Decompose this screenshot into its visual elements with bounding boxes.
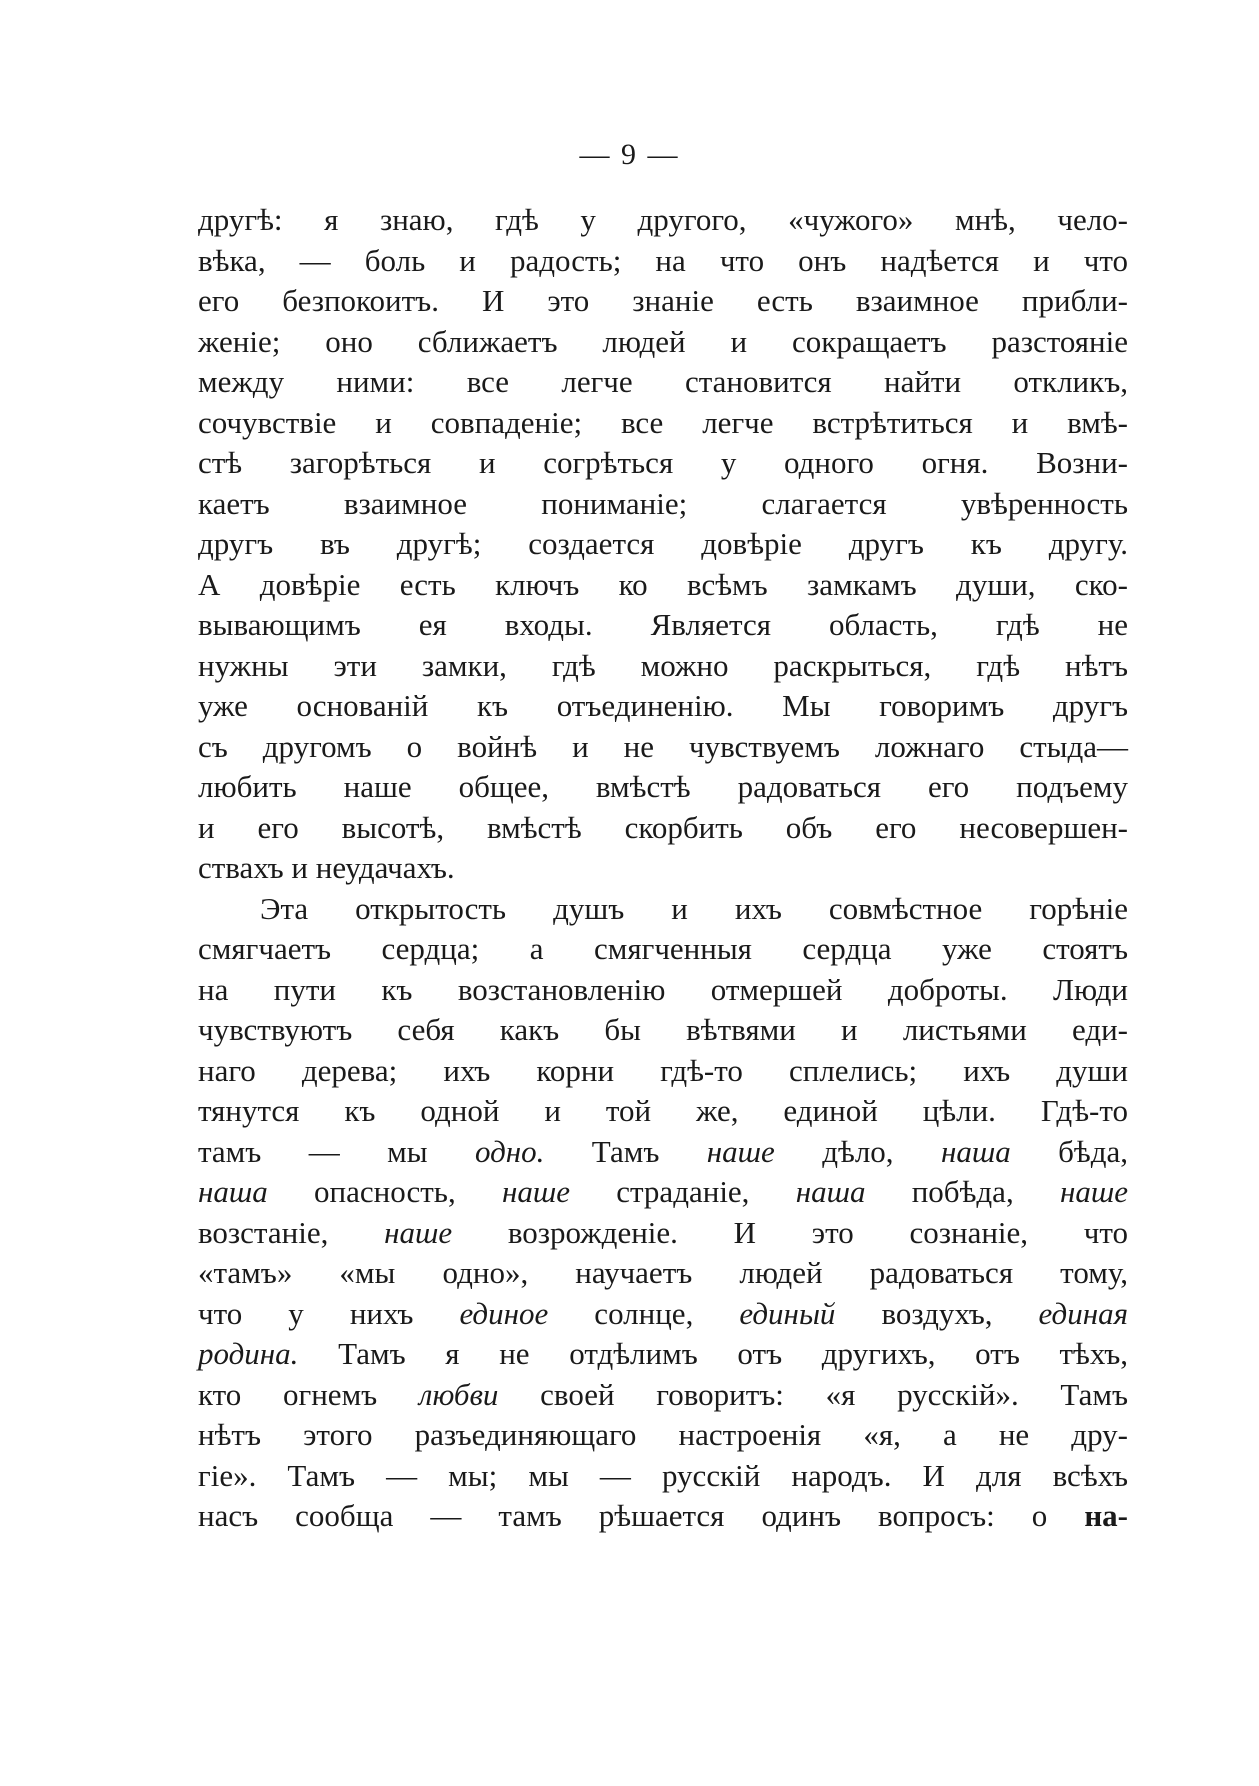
text-segment: любить наше общее, вмѣстѣ радоваться его подъему: [198, 769, 1128, 804]
emphasis-text: одно.: [474, 1133, 545, 1169]
text-segment: А довѣріе есть ключъ ко всѣмъ замкамъ души, ско-: [198, 566, 1128, 602]
text-line: [198, 1213, 1128, 1254]
text-segment: на пути къ возстановленію отмершей доброты. Люди: [198, 971, 1128, 1007]
text-line: [198, 1172, 1128, 1213]
text-segment: каетъ взаимное пониманіе; слагается увѣренность: [198, 485, 1128, 521]
emphasis-text: наше: [706, 1133, 775, 1169]
text-segment: гіе». Тамъ — мы; мы — русскій народъ. И для всѣхъ: [198, 1457, 1128, 1493]
text-segment: его безпокоитъ. И это знаніе есть взаимное прибли-: [198, 283, 1128, 318]
text-segment: Тамъ я не отдѣлимъ отъ другихъ, отъ тѣхъ,: [298, 1336, 1128, 1371]
text-line: [198, 403, 1128, 444]
text-line: [198, 1051, 1128, 1092]
text-line: [198, 848, 1128, 889]
text-line: [198, 686, 1128, 727]
text-segment: чувствуютъ себя какъ бы вѣтвями и листьями еди-: [198, 1012, 1128, 1047]
text-segment: возрожденіе. И это сознаніе, что: [452, 1214, 1129, 1250]
text-segment: наго дерева; ихъ корни гдѣ-то сплелись; ихъ души: [198, 1052, 1128, 1088]
text-segment: Эта открытость душъ и ихъ совмѣстное горѣніе: [260, 890, 1128, 926]
text-line: [198, 605, 1128, 646]
text-segment: Тамъ: [544, 1133, 707, 1169]
page-number: — 9 —: [579, 138, 680, 171]
text-segment: между ними: все легче становится найти откликъ,: [198, 364, 1128, 399]
text-segment: другѣ: я знаю, гдѣ у другого, «чужого» мнѣ, чело-: [198, 202, 1128, 237]
text-line: [198, 200, 1128, 241]
text-line: [198, 1253, 1128, 1294]
text-segment: ствахъ и неудачахъ.: [198, 850, 455, 885]
text-line: [198, 1334, 1128, 1375]
text-segment: другъ въ другѣ; создается довѣріе другъ къ другу.: [198, 526, 1128, 561]
text-segment: тамъ — мы: [198, 1133, 475, 1169]
emphasis-text: наше: [384, 1214, 453, 1250]
text-segment: насъ сообща — тамъ рѣшается одинъ вопросъ: о: [198, 1498, 1085, 1533]
text-line: [198, 524, 1128, 565]
text-line: [198, 322, 1128, 363]
text-segment: женіе; оно сближаетъ людей и сокращаетъ разстояніе: [198, 323, 1128, 359]
text-segment: сочувствіе и совпаденіе; все легче встрѣтиться и вмѣ-: [198, 404, 1128, 440]
text-segment: опасность,: [267, 1174, 502, 1209]
text-segment: съ другомъ о войнѣ и не чувствуемъ ложнаго стыда—: [198, 728, 1128, 764]
emphasis-text: наша: [940, 1133, 1011, 1169]
text-segment: и его высотѣ, вмѣстѣ скорбить объ его несовершен-: [198, 809, 1128, 845]
text-line: [198, 1132, 1128, 1173]
text-segment: солнце,: [548, 1295, 740, 1331]
text-segment: бѣда,: [1010, 1133, 1129, 1169]
emphasis-text: единая: [1038, 1295, 1129, 1331]
text-segment: вѣка, — боль и радость; на что онъ надѣется и что: [198, 242, 1128, 278]
text-line: [198, 565, 1128, 606]
text-segment: своей говоритъ: «я русскій». Тамъ: [498, 1376, 1128, 1412]
text-line: [198, 484, 1128, 525]
text-segment: что у нихъ: [198, 1295, 460, 1331]
text-line: [198, 1091, 1128, 1132]
text-line: [198, 929, 1128, 970]
text-line: [198, 1294, 1128, 1335]
emphasis-text: любви: [418, 1376, 499, 1412]
emphasis-text: наше: [501, 1174, 570, 1209]
emphasis-text: единый: [739, 1295, 836, 1331]
text-line: [198, 767, 1128, 808]
text-line: [198, 1496, 1128, 1537]
text-segment: побѣда,: [865, 1174, 1060, 1209]
text-segment: «тамъ» «мы одно», научаетъ людей радоваться тому,: [198, 1255, 1128, 1290]
text-segment: страданіе,: [570, 1174, 796, 1209]
text-line: [198, 889, 1128, 930]
text-line: [198, 727, 1128, 768]
text-segment: смягчаетъ сердца; а смягченныя сердца уже стоятъ: [198, 931, 1128, 966]
text-segment: вывающимъ ея входы. Является область, гдѣ не: [198, 607, 1128, 642]
text-line: [198, 443, 1128, 484]
text-segment: возстаніе,: [198, 1214, 385, 1250]
text-segment: тянутся къ одной и той же, единой цѣли. Гдѣ-то: [198, 1093, 1128, 1128]
emphasis-text: родина.: [198, 1336, 299, 1371]
text-segment: дѣло,: [774, 1133, 941, 1169]
emphasis-text: наше: [1059, 1174, 1128, 1209]
emphasis-text: наша: [795, 1174, 866, 1209]
body-text: [198, 200, 1128, 1537]
text-segment: уже основаній къ отъединенію. Мы говоримъ другъ: [198, 688, 1128, 723]
text-line: [198, 362, 1128, 403]
text-line: [198, 646, 1128, 687]
text-segment: нѣтъ этого разъединяющаго настроенія «я, а не дру-: [198, 1417, 1128, 1452]
text-line: [198, 1375, 1128, 1416]
text-segment: стѣ загорѣться и согрѣться у одного огня. Возни-: [198, 445, 1128, 480]
text-line: [198, 1010, 1128, 1051]
text-line: [198, 1456, 1128, 1497]
emphasis-text: наша: [198, 1174, 268, 1209]
text-line: [198, 241, 1128, 282]
text-line: [198, 808, 1128, 849]
text-line: [198, 1415, 1128, 1456]
text-segment: кто огнемъ: [198, 1376, 419, 1412]
text-segment: на-: [1084, 1498, 1128, 1533]
text-segment: воздухъ,: [835, 1295, 1039, 1331]
text-line: [198, 281, 1128, 322]
text-segment: нужны эти замки, гдѣ можно раскрыться, гдѣ нѣтъ: [198, 647, 1128, 683]
emphasis-text: единое: [459, 1295, 549, 1331]
text-line: [198, 970, 1128, 1011]
